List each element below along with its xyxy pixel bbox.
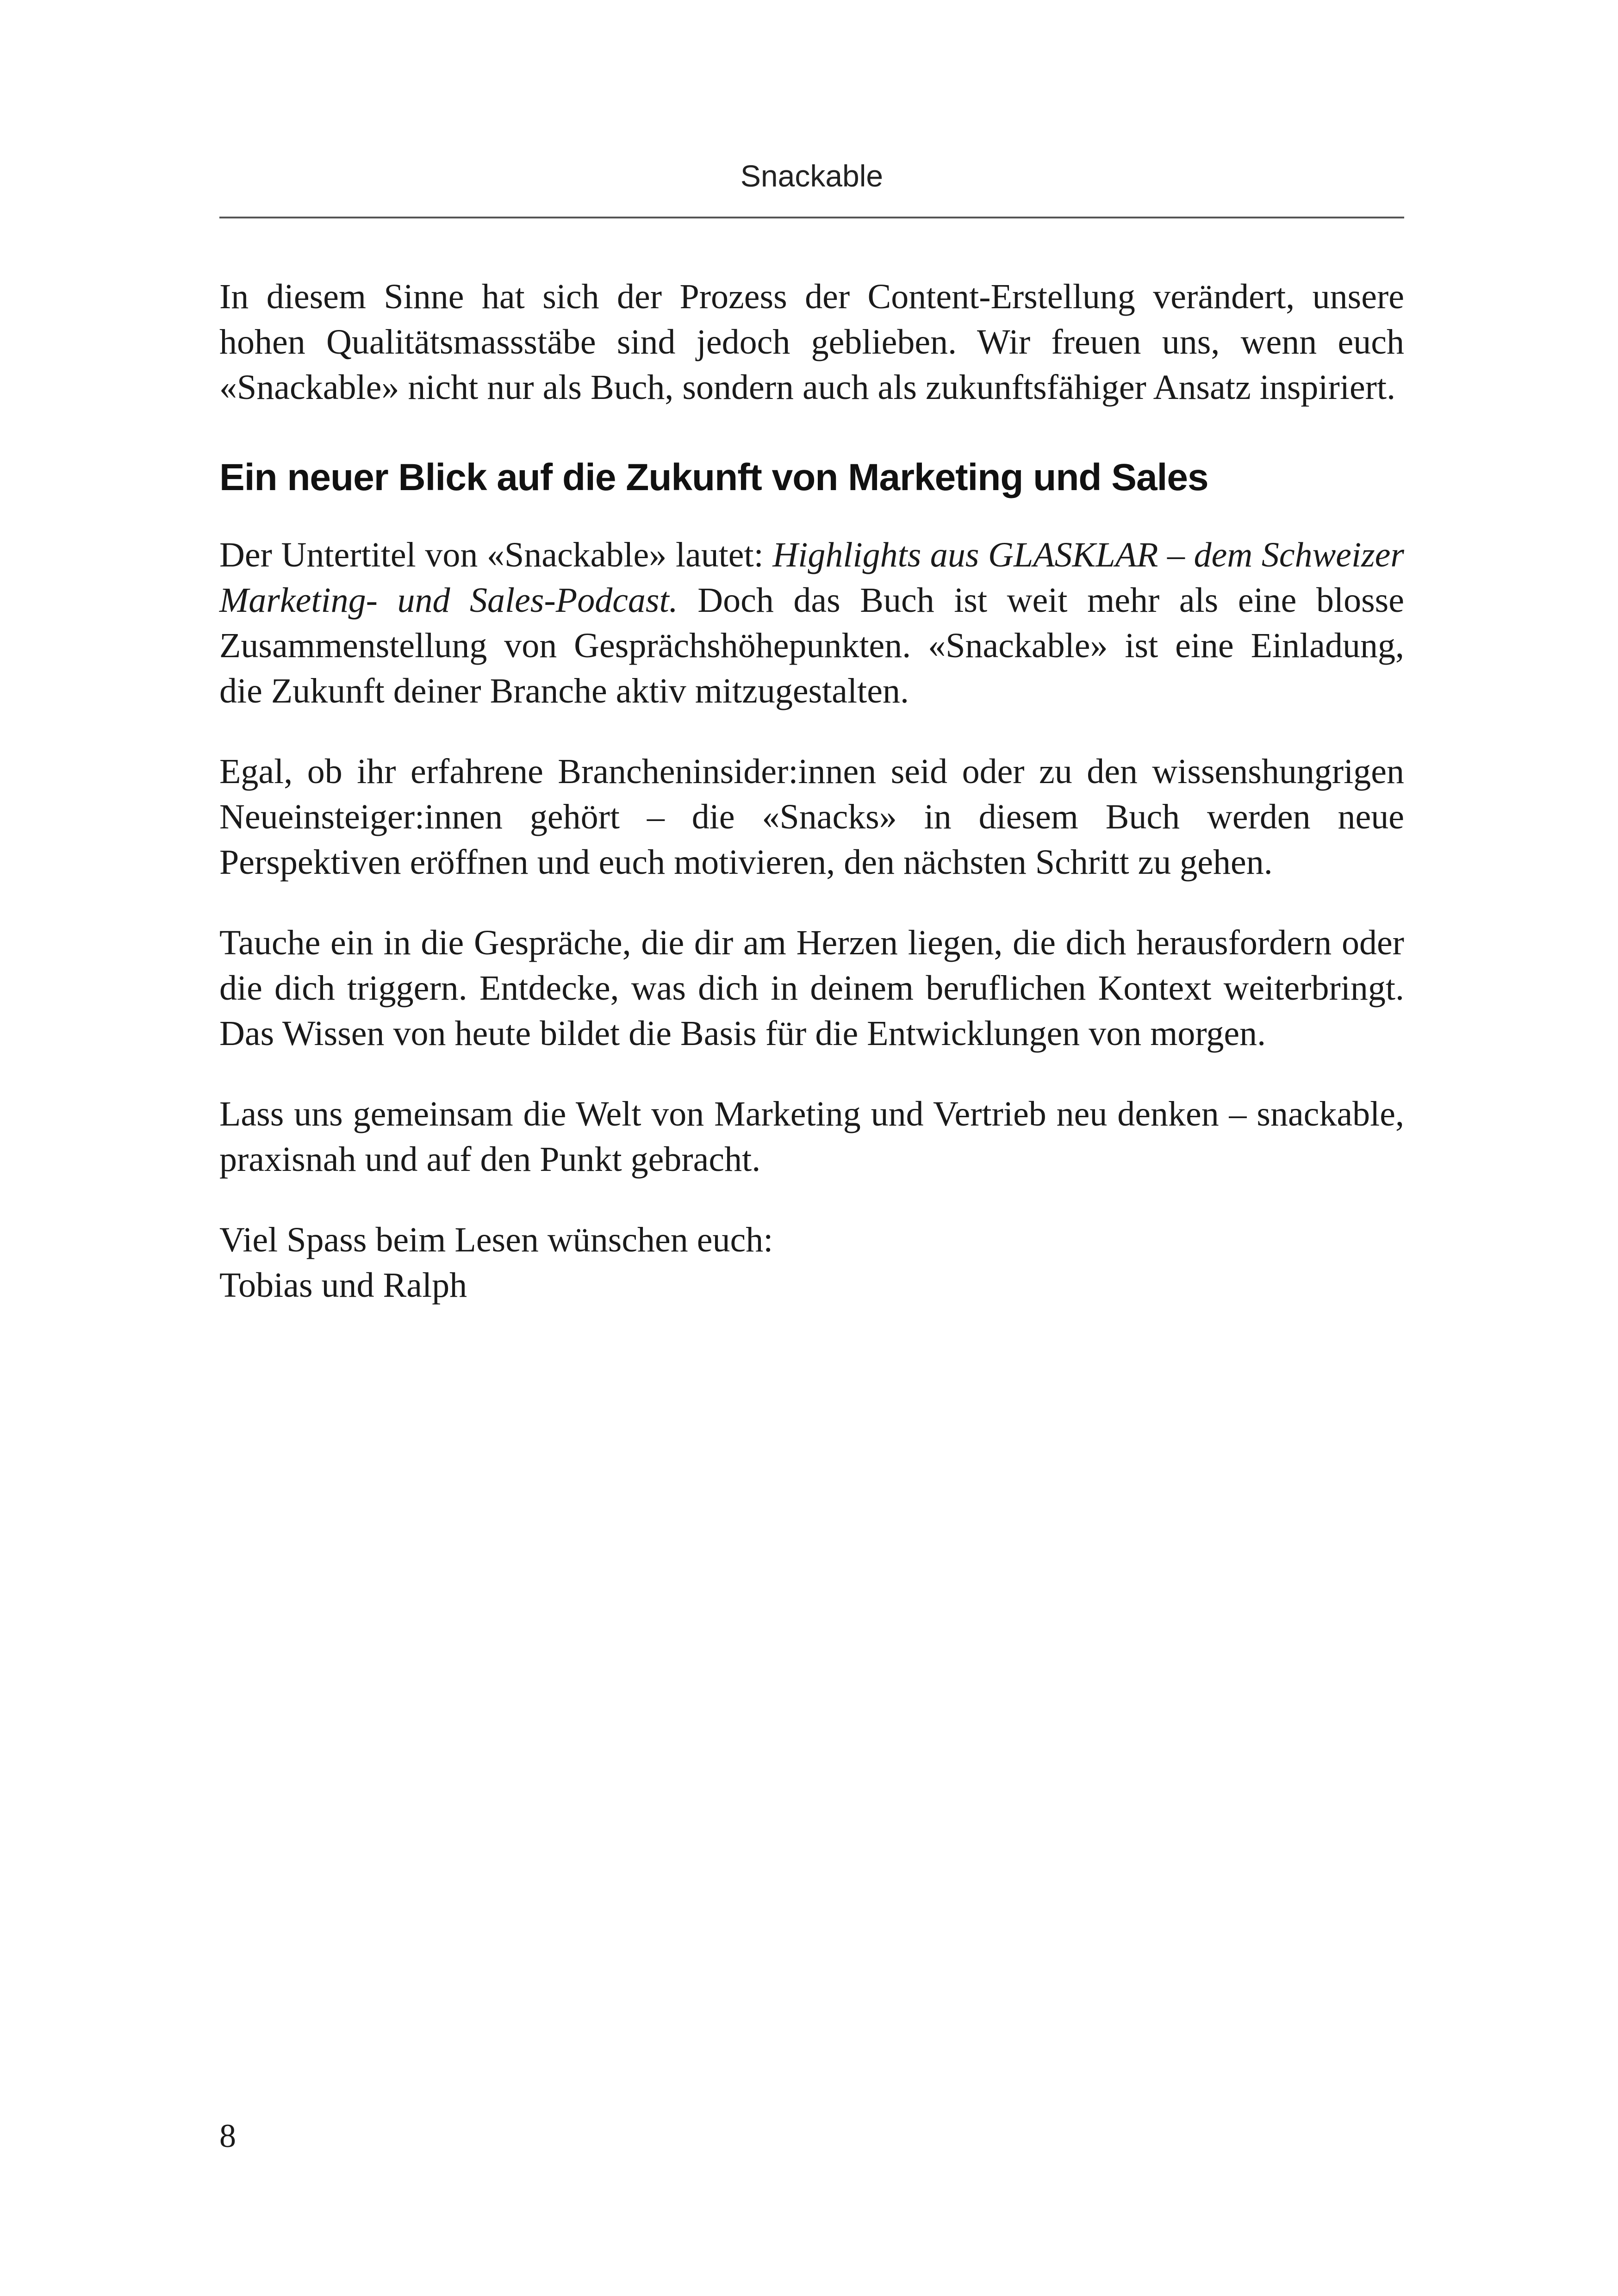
subtitle-paragraph-lead: Der Untertitel von «Snackable» lautet: [219, 535, 773, 574]
audience-paragraph: Egal, ob ihr erfahrene Brancheninsider:innen seid oder zu den wissenshungrigen Neueinsteiger:innen gehört – die «Snacks» in diesem Buch werden neue Perspektiven eröffnen und euch motivieren, den nächsten Schritt zu gehen. [219, 752, 1404, 882]
invitation-paragraph: Tauche ein in die Gespräche, die dir am Herzen liegen, die dich herausfordern oder die dich triggern. Entdecke, was dich in deinem beruflichen Kontext weiterbringt. Das Wissen von heute bildet die Basis für die Entwicklungen von morgen. [219, 923, 1404, 1053]
running-head-title: Snackable [740, 159, 884, 193]
page-number: 8 [219, 2117, 236, 2154]
closing-paragraph: Lass uns gemeinsam die Welt von Marketing und Vertrieb neu denken – snackable, praxisnah und auf den Punkt gebracht. [219, 1095, 1404, 1179]
signoff-greeting: Viel Spass beim Lesen wünschen euch: [219, 1220, 773, 1259]
subtitle-paragraph-rest: Doch das Buch ist weit mehr als eine blosse Zusammenstellung von Gesprächshöhepunkten. «Snackable» ist eine Einladung, die Zukunft deiner Branche aktiv mitzugestalten. [219, 581, 1404, 710]
book-subtitle-italic: Highlights aus GLASKLAR – dem Schweizer Marketing- und Sales-Podcast. [219, 535, 1404, 620]
signoff-authors: Tobias und Ralph [219, 1266, 467, 1305]
page-body [219, 274, 1404, 1343]
intro-paragraph: In diesem Sinne hat sich der Prozess der Content-Erstellung verändert, unsere hohen Qualitätsmassstäbe sind jedoch geblieben. Wir freuen uns, wenn euch «Snackable» nicht nur als Buch, sondern auch als zukunftsfähiger Ansatz inspiriert. [219, 277, 1404, 407]
section-heading: Ein neuer Blick auf die Zukunft von Marketing und Sales [219, 456, 1208, 498]
subtitle-paragraph [219, 532, 1404, 714]
signoff [219, 1217, 1404, 1308]
header-divider [219, 217, 1404, 218]
